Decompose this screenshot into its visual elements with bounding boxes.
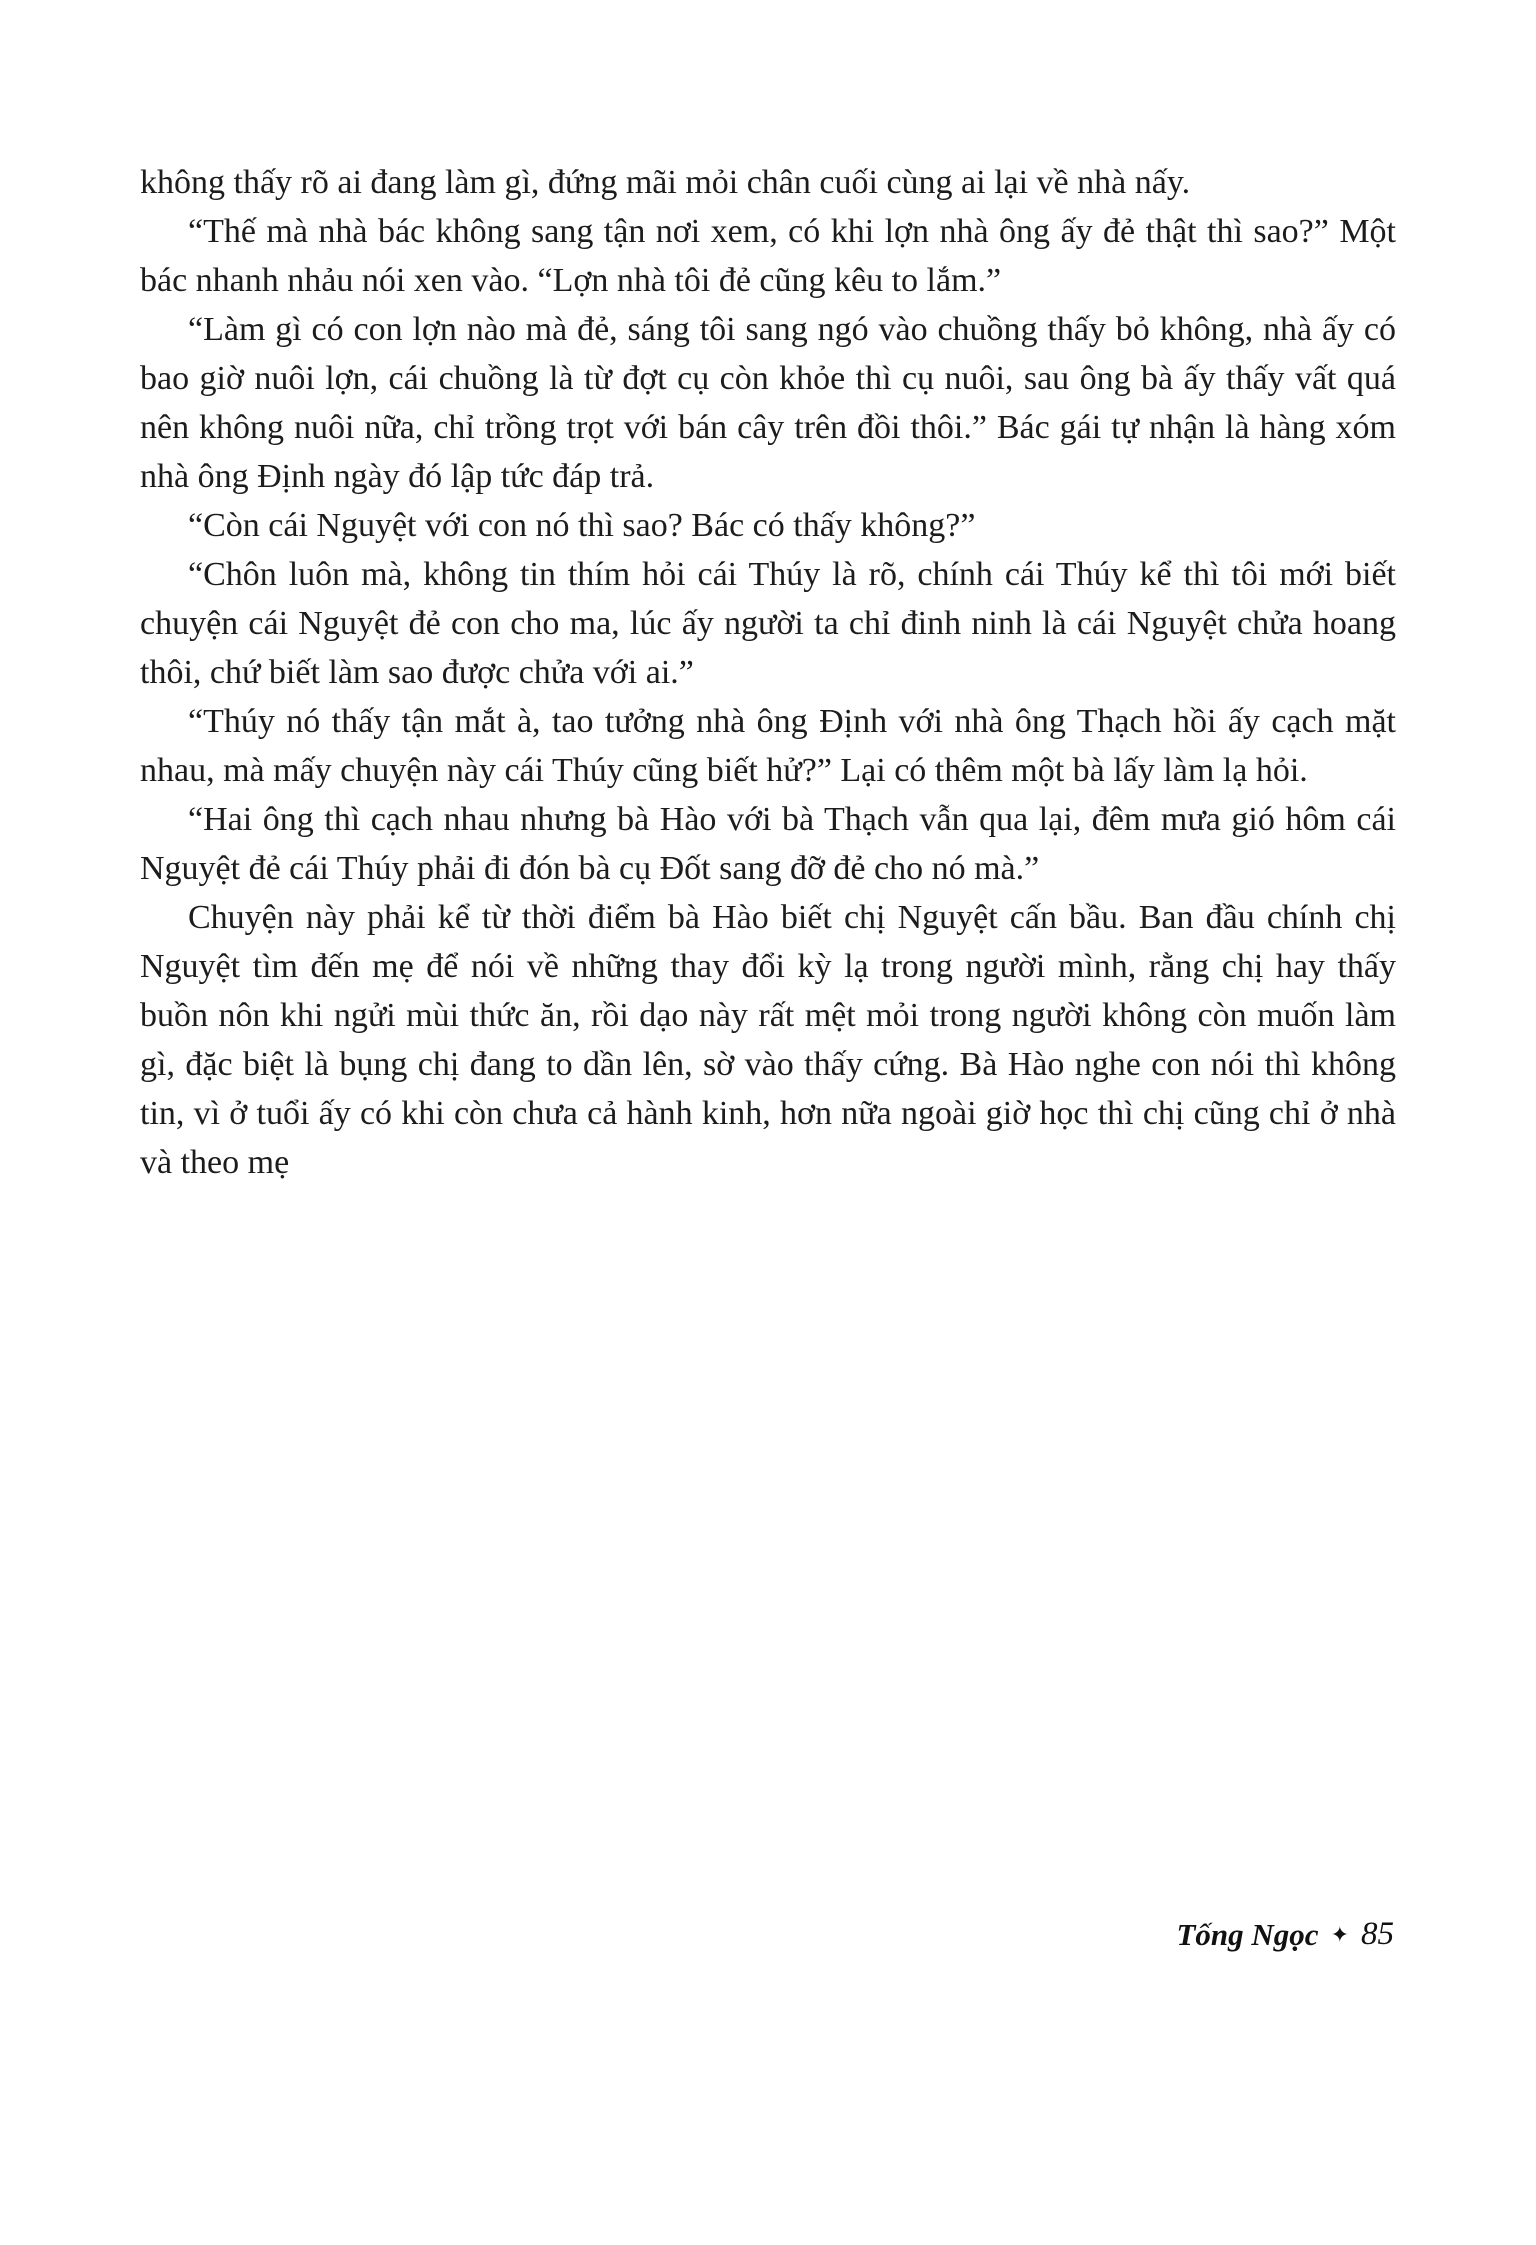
- footer-page-number: 85: [1361, 1916, 1394, 1952]
- diamond-ornament-icon: ✦: [1330, 1923, 1349, 1948]
- page-body-text: [140, 158, 1396, 1187]
- paragraph: “Còn cái Nguyệt với con nó thì sao? Bác có thấy không?”: [188, 507, 976, 544]
- page-footer: [1176, 1916, 1394, 1953]
- paragraph: không thấy rõ ai đang làm gì, đứng mãi mỏi chân cuối cùng ai lại về nhà nấy.: [140, 164, 1191, 201]
- paragraph: “Chôn luôn mà, không tin thím hỏi cái Thúy là rõ, chính cái Thúy kể thì tôi mới biết chuyện cái Nguyệt đẻ con cho ma, lúc ấy người ta chỉ đinh ninh là cái Nguyệt chửa hoang thôi, chứ biết làm sao được chửa với ai.”: [140, 556, 1396, 691]
- paragraph: “Làm gì có con lợn nào mà đẻ, sáng tôi sang ngó vào chuồng thấy bỏ không, nhà ấy có bao giờ nuôi lợn, cái chuồng là từ đợt cụ còn khỏe thì cụ nuôi, sau ông bà ấy thấy vất quá nên không nuôi nữa, chỉ trồng trọt với bán cây trên đồi thôi.” Bác gái tự nhận là hàng xóm nhà ông Định ngày đó lập tức đáp trả.: [140, 311, 1396, 495]
- paragraph: “Thúy nó thấy tận mắt à, tao tưởng nhà ông Định với nhà ông Thạch hồi ấy cạch mặt nhau, mà mấy chuyện này cái Thúy cũng biết hử?” Lại có thêm một bà lấy làm lạ hỏi.: [140, 703, 1396, 789]
- paragraph: “Thế mà nhà bác không sang tận nơi xem, có khi lợn nhà ông ấy đẻ thật thì sao?” Một bác nhanh nhảu nói xen vào. “Lợn nhà tôi đẻ cũng kêu to lắm.”: [140, 213, 1396, 299]
- paragraph: “Hai ông thì cạch nhau nhưng bà Hào với bà Thạch vẫn qua lại, đêm mưa gió hôm cái Nguyệt đẻ cái Thúy phải đi đón bà cụ Đốt sang đỡ đẻ cho nó mà.”: [140, 801, 1396, 887]
- paragraph: Chuyện này phải kể từ thời điểm bà Hào biết chị Nguyệt cấn bầu. Ban đầu chính chị Nguyệt tìm đến mẹ để nói về những thay đổi kỳ lạ trong người mình, rằng chị hay thấy buồn nôn khi ngửi mùi thức ăn, rồi dạo này rất mệt mỏi trong người không còn muốn làm gì, đặc biệt là bụng chị đang to dần lên, sờ vào thấy cứng. Bà Hào nghe con nói thì không tin, vì ở tuổi ấy có khi còn chưa cả hành kinh, hơn nữa ngoài giờ học thì chị cũng chỉ ở nhà và theo mẹ: [140, 899, 1396, 1181]
- footer-author-name: Tống Ngọc: [1176, 1916, 1319, 1952]
